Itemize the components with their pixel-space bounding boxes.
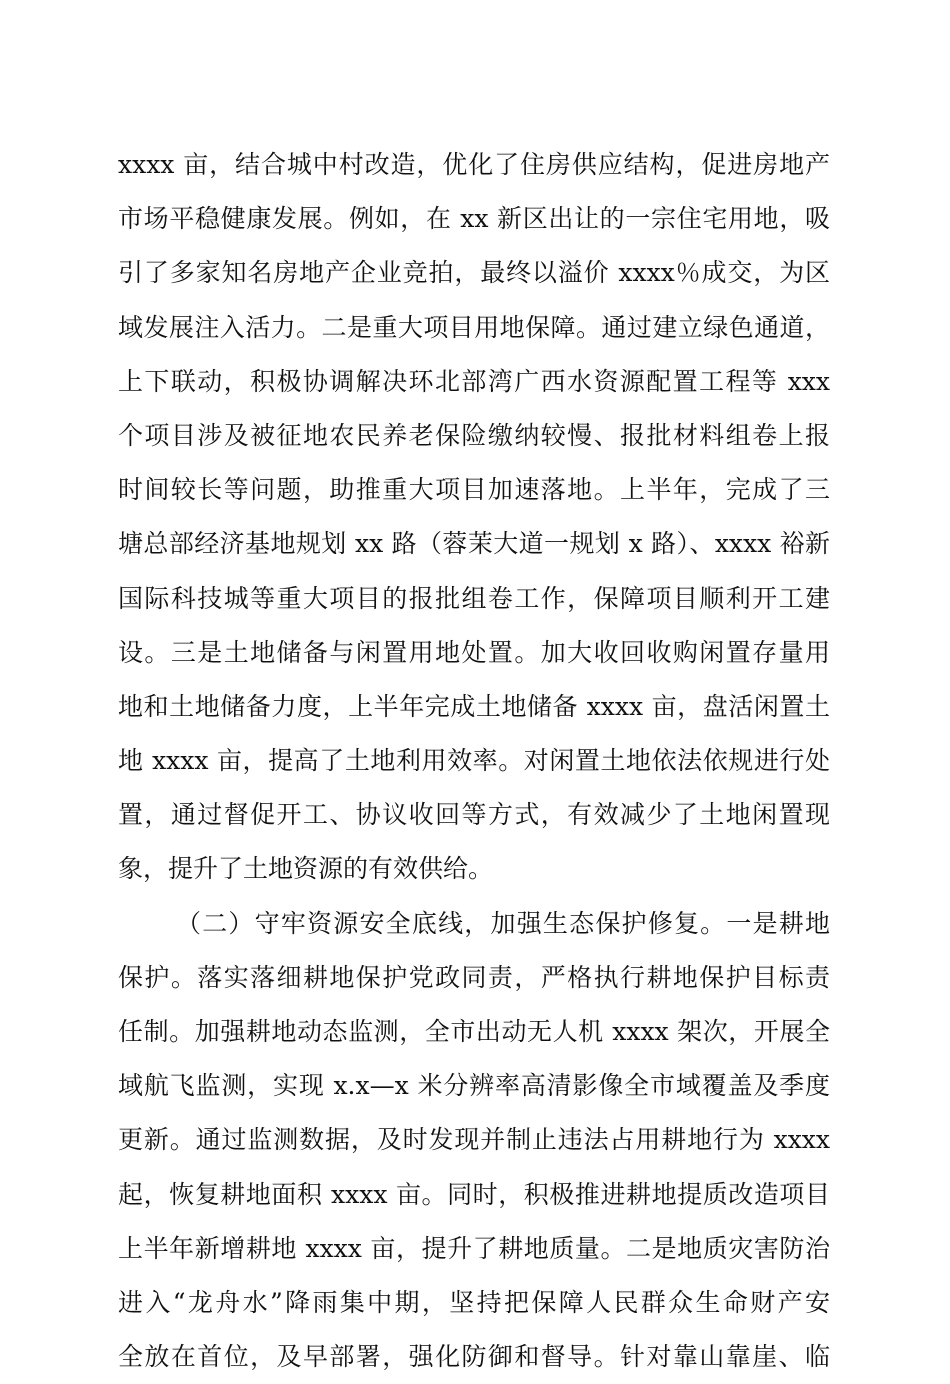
text-line: 域发展注入活力。二是重大项目用地保障。通过建立绿色通道， bbox=[118, 312, 830, 342]
text-line: 上半年新增耕地 xxxx 亩，提升了耕地质量。二是地质灾害防治 bbox=[118, 1233, 830, 1263]
body-text bbox=[118, 138, 830, 1384]
text-line: 市场平稳健康发展。例如，在 xx 新区出让的一宗住宅用地，吸 bbox=[118, 204, 830, 234]
text-line: 上下联动，积极协调解决环北部湾广西水资源配置工程等 xxx bbox=[118, 366, 830, 396]
text-line: 象，提升了土地资源的有效供给。 bbox=[118, 854, 494, 884]
text-line: 国际科技城等重大项目的报批组卷工作，保障项目顺利开工建 bbox=[118, 583, 830, 613]
text-line: 更新。通过监测数据，及时发现并制止违法占用耕地行为 xxxx bbox=[118, 1125, 830, 1155]
text-line: 塘总部经济基地规划 xx 路（蓉茉大道一规划 x 路）、xxxx 裕新 bbox=[118, 529, 830, 559]
text-line: xxxx 亩，结合城中村改造，优化了住房供应结构，促进房地产 bbox=[118, 150, 830, 179]
text-line: 置，通过督促开工、协议收回等方式，有效减少了土地闲置现 bbox=[118, 800, 830, 830]
text-line: 保护。落实落细耕地保护党政同责，严格执行耕地保护目标责 bbox=[118, 962, 830, 992]
text-line: 进入“龙舟水”降雨集中期，坚持把保障人民群众生命财产安 bbox=[118, 1287, 830, 1317]
text-line: 起，恢复耕地面积 xxxx 亩。同时，积极推进耕地提质改造项目 bbox=[118, 1179, 830, 1209]
text-line: 设。三是土地储备与闲置用地处置。加大收回收购闲置存量用 bbox=[118, 637, 830, 667]
text-line: 地 xxxx 亩，提高了土地利用效率。对闲置土地依法依规进行处 bbox=[118, 746, 830, 776]
text-line: 引了多家知名房地产企业竞拍，最终以溢价 xxxx％成交，为区 bbox=[118, 258, 830, 288]
text-line: 地和土地储备力度，上半年完成土地储备 xxxx 亩，盘活闲置土 bbox=[118, 691, 830, 721]
text-line: 时间较长等问题，助推重大项目加速落地。上半年，完成了三 bbox=[118, 475, 830, 505]
text-line: 任制。加强耕地动态监测，全市出动无人机 xxxx 架次，开展全 bbox=[118, 1017, 830, 1046]
text-line: 个项目涉及被征地农民养老保险缴纳较慢、报批材料组卷上报 bbox=[118, 420, 830, 450]
text-line: 域航飞监测，实现 x.x—x 米分辨率高清影像全市域覆盖及季度 bbox=[118, 1071, 830, 1101]
text-line: 全放在首位，及早部署，强化防御和督导。针对靠山靠崖、临 bbox=[118, 1342, 830, 1372]
section-heading-line: （二）守牢资源安全底线，加强生态保护修复。一是耕地 bbox=[176, 908, 830, 938]
